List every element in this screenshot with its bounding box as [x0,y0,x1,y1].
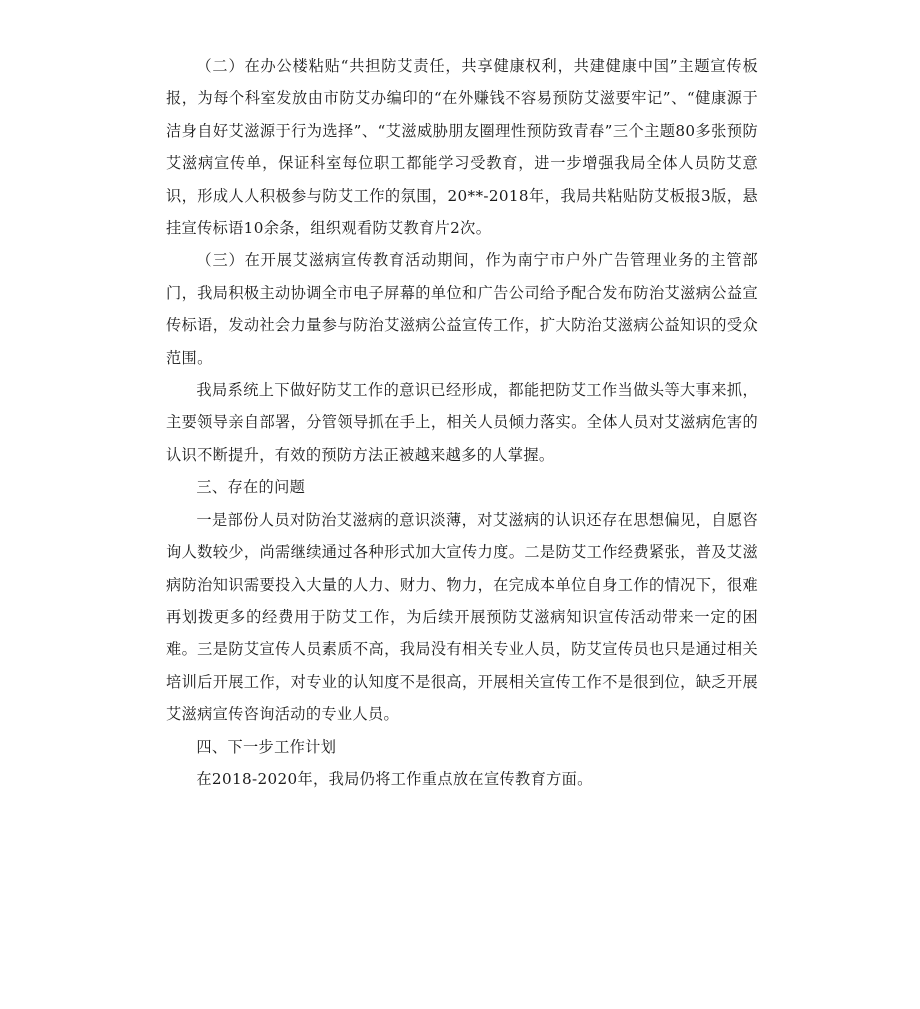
paragraph-outdoor-screens: （三）在开展艾滋病宣传教育活动期间，作为南宁市户外广告管理业务的主管部门，我局积极主动协调全市电子屏幕的单位和广告公司给予配合发布防治艾滋病公益宣传标语，发动社会力量参与防治艾滋病公益宣传工作，扩大防治艾滋病公益知识的受众范围。 [166,251,758,367]
section-heading-next-plan: 四、下一步工作计划 [196,737,337,756]
paragraph-awareness-summary: 我局系统上下做好防艾工作的意识已经形成，都能把防艾工作当做头等大事来抓，主要领导亲自部署，分管领导抓在手上，相关人员倾力落实。全体人员对艾滋病危害的认识不断提升，有效的预防方法正被越来越多的人掌握。 [166,381,758,464]
paragraph-next-plan: 在2018-2020年，我局仍将工作重点放在宣传教育方面。 [196,769,593,788]
paragraph-publicity-boards: （二）在办公楼粘贴“共担防艾责任，共享健康权利，共建健康中国”主题宣传板报，为每个科室发放由市防艾办编印的“在外赚钱不容易预防艾滋要牢记”、“健康源于洁身自好艾滋源于行为选择”、“艾滋威胁朋友圈理性预防致青春”三个主题80多张预防艾滋病宣传单，保证科室每位职工都能学习受教育，进一步增强我局全体人员防艾意识，形成人人积极参与防艾工作的氛围，20**-2018年，我局共粘贴防艾板报3版，悬挂宣传标语10余条，组织观看防艾教育片2次。 [166,57,758,238]
section-heading-problems: 三、存在的问题 [196,478,306,497]
document-body [166,50,758,795]
paragraph-problems: 一是部份人员对防治艾滋病的意识淡薄，对艾滋病的认识还存在思想偏见，自愿咨询人数较少，尚需继续通过各种形式加大宣传力度。二是防艾工作经费紧张，普及艾滋病防治知识需要投入大量的人力、财力、物力，在完成本单位自身工作的情况下，很难再划拨更多的经费用于防艾工作，为后续开展预防艾滋病知识宣传活动带来一定的困难。三是防艾宣传人员素质不高，我局没有相关专业人员，防艾宣传员也只是通过相关培训后开展工作，对专业的认知度不是很高，开展相关宣传工作不是很到位，缺乏开展艾滋病宣传咨询活动的专业人员。 [166,510,758,724]
